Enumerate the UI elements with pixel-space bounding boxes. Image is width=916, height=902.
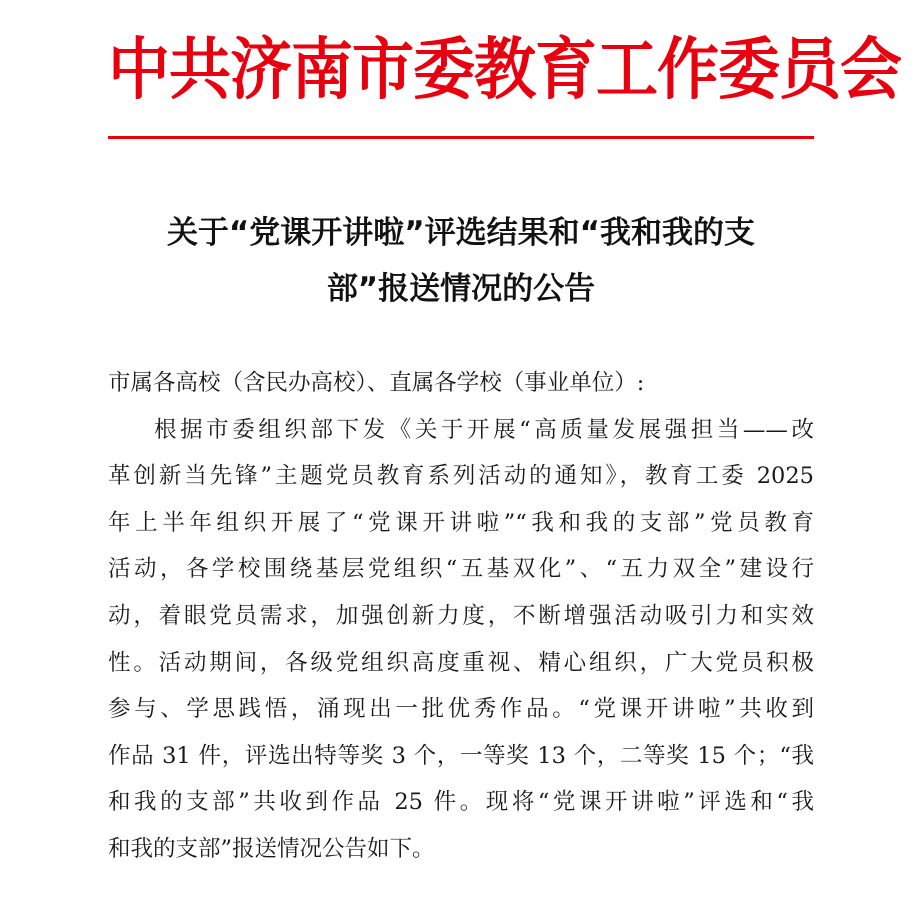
addressee-line: 市属各高校（含民办高校）、直属各学校（事业单位）: <box>108 370 645 396</box>
paragraph-line: 活动，各学校围绕基层党组织“五基双化”、“五力双全”建设行 <box>108 556 814 583</box>
paragraph-line: 作品 31 件，评选出特等奖 3 个，一等奖 13 个，二等奖 15 个；“我 <box>108 742 814 769</box>
paragraph-line: 参与、学思践悟，涌现出一批优秀作品。“党课开讲啦”共收到 <box>108 696 814 723</box>
document-title-line-2: 部”报送情况的公告 <box>326 271 596 307</box>
document-body <box>108 360 814 873</box>
paragraph-line: 和我的支部”报送情况公告如下。 <box>108 835 435 862</box>
paragraph-line: 根据市委组织部下发《关于开展“高质量发展强担当——改 <box>154 416 814 443</box>
paragraph-line: 革创新当先锋”主题党员教育系列活动的通知》，教育工委 2025 <box>108 463 814 490</box>
document-title-line-1: 关于“党课开讲啦”评选结果和“我和我的支 <box>166 215 756 251</box>
document-title <box>108 205 814 317</box>
paragraph-line: 和我的支部”共收到作品 25 件。现将“党课开讲啦”评选和“我 <box>108 789 814 816</box>
issuing-organization-header: 中共济南市委教育工作委员会 <box>108 29 902 109</box>
paragraph-line: 性。活动期间，各级党组织高度重视、精心组织，广大党员积极 <box>108 649 814 676</box>
paragraph-line: 年上半年组织开展了“党课开讲啦”“我和我的支部”党员教育 <box>108 509 814 536</box>
red-divider-line <box>108 136 814 139</box>
paragraph-line: 动，着眼党员需求，加强创新力度，不断增强活动吸引力和实效 <box>108 602 814 629</box>
